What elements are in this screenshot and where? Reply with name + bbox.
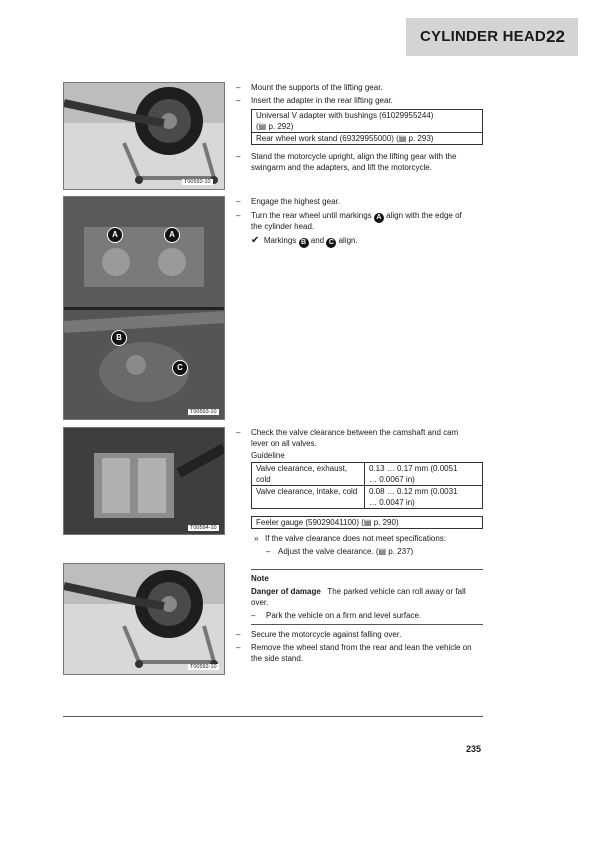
footer-rule: [63, 716, 483, 717]
check-result: [251, 235, 358, 248]
marking-b: B: [111, 330, 127, 346]
bullet-dash: –: [236, 152, 241, 161]
tool-name: Universal V adapter with bushings (61029955244): [256, 111, 434, 120]
note-text: over.: [251, 598, 269, 607]
step-text: Insert the adapter in the rear lifting gear.: [251, 96, 393, 105]
spec-label-line: cold: [256, 475, 271, 484]
arrow-bullet: »: [254, 534, 259, 543]
marking-a-icon: A: [374, 213, 384, 223]
step-text: the side stand.: [251, 654, 304, 663]
spec-label-line: Valve clearance, exhaust,: [256, 464, 348, 473]
marking-b-icon: B: [299, 238, 309, 248]
note-sub-text: Park the vehicle on a firm and level surface.: [266, 611, 422, 620]
note-top-rule: [251, 569, 483, 570]
result-text: Markings: [263, 236, 297, 245]
valve-clearance-table: [251, 462, 483, 509]
bullet-dash: –: [236, 96, 241, 105]
step-text: Secure the motorcycle against falling over.: [251, 630, 402, 639]
marking-c: C: [172, 360, 188, 376]
step-text-part: Turn the rear wheel until markings: [251, 211, 372, 220]
note-text: [251, 586, 466, 597]
step-text: Check the valve clearance between the camshaft and cam: [251, 428, 459, 437]
page-number: 235: [466, 744, 482, 754]
bullet-dash: –: [236, 83, 241, 92]
bullet-dash: –: [236, 211, 241, 220]
figure-caption: T00592-10: [184, 179, 211, 185]
bullet-dash: –: [266, 547, 271, 556]
result-text: align.: [338, 236, 358, 245]
result-text: and: [310, 236, 325, 245]
chapter-number: 22: [546, 27, 565, 46]
figure-caption: T00594-10: [190, 525, 217, 531]
feeler-gauge-table: [251, 516, 483, 529]
step-text: Engage the highest gear.: [251, 197, 340, 206]
note-bottom-rule: [251, 624, 483, 625]
guideline-label: Guideline: [251, 451, 285, 460]
condition-text: If the valve clearance does not meet specifications:: [265, 534, 446, 543]
tool-cell: Feeler gauge (59029041100) (▤ p. 290): [252, 517, 483, 529]
engine-illustration: [64, 197, 224, 419]
spec-value-line: … 0.0047 in): [369, 498, 415, 507]
spec-value-line: … 0.0067 in): [369, 475, 415, 484]
step-text: Remove the wheel stand from the rear and lean the vehicle on: [251, 643, 472, 652]
spec-value: [365, 486, 483, 509]
step-text: the cylinder head.: [251, 222, 315, 231]
bullet-dash: –: [236, 197, 241, 206]
step-text: Mount the supports of the lifting gear.: [251, 83, 383, 92]
spec-label: Valve clearance, intake, cold: [252, 486, 365, 509]
figure-rear-wheel-stand-2: [63, 563, 225, 675]
marking-c-icon: C: [326, 238, 336, 248]
tool-cell: Rear wheel work stand (69329955000) (▤ p. 293): [252, 133, 483, 145]
figure-caption: T00593-10: [190, 409, 217, 415]
tool-cell: [252, 110, 483, 133]
chapter-header: [406, 18, 578, 56]
figure-engine-markings: [63, 196, 225, 420]
bullet-dash: –: [236, 428, 241, 437]
cylinder-head-illustration: [64, 428, 224, 534]
marking-a-left: A: [107, 227, 123, 243]
step-text: Stand the motorcycle upright, align the lifting gear with the: [251, 152, 457, 161]
spec-value: [365, 463, 483, 486]
step-text: lever on all valves.: [251, 439, 317, 448]
warning-label: Danger of damage: [251, 587, 321, 596]
bullet-dash: –: [251, 611, 256, 620]
tools-table: [251, 109, 483, 145]
spec-label: [252, 463, 365, 486]
step-text: swingarm and the adapters, and lift the motorcycle.: [251, 163, 432, 172]
spec-value-line: 0.13 … 0.17 mm (0.0051: [369, 464, 458, 473]
warning-text: The parked vehicle can roll away or fall: [327, 587, 466, 596]
marking-a-right: A: [164, 227, 180, 243]
motorcycle-rear-illustration: [64, 564, 224, 674]
figure-rear-wheel-stand: [63, 82, 225, 190]
figure-valve-clearance: [63, 427, 225, 535]
spec-value-line: 0.08 … 0.12 mm (0.0031: [369, 487, 458, 496]
motorcycle-rear-illustration: [64, 83, 224, 189]
note-title: Note: [251, 574, 269, 583]
figure-caption: T00592-10: [190, 664, 217, 670]
bullet-dash: –: [236, 630, 241, 639]
bullet-dash: –: [236, 643, 241, 652]
step-text-part: align with the edge of: [386, 211, 462, 220]
page-reference: (▤ p. 292): [256, 122, 294, 131]
chapter-title: CYLINDER HEAD: [420, 28, 546, 45]
sub-step-text: Adjust the valve clearance. (▤ p. 237): [278, 547, 414, 556]
check-icon: ✔: [251, 235, 260, 246]
